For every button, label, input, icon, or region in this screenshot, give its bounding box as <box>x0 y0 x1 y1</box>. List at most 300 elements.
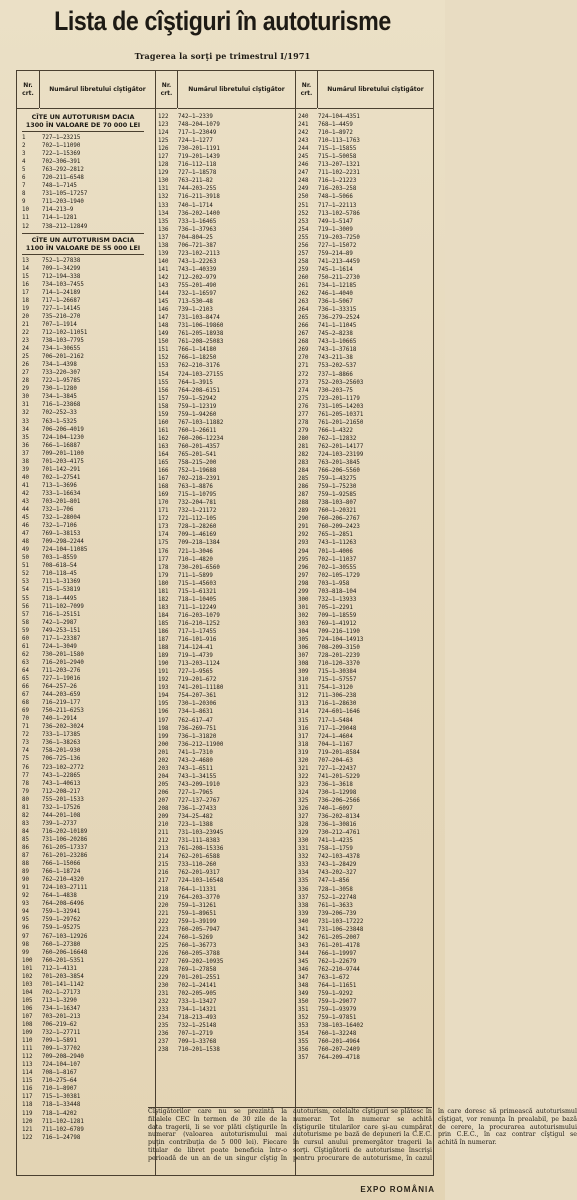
item-number: 208 <box>158 806 169 813</box>
list-item <box>298 427 363 435</box>
item-number: 219 <box>158 894 169 901</box>
list-item <box>22 578 144 586</box>
list-item <box>22 434 144 442</box>
item-number: 221 <box>158 910 169 917</box>
item-number: 317 <box>298 733 309 740</box>
list-item <box>298 226 363 234</box>
item-number: 316 <box>298 725 309 732</box>
booklet-number: 762—201—6588 <box>178 854 220 861</box>
list-item <box>22 134 144 142</box>
list-item <box>158 926 223 934</box>
booklet-number: 713—102—5786 <box>318 210 360 217</box>
item-number: 157 <box>158 395 169 402</box>
page-title: Lista de cîştiguri în autoturisme <box>54 6 391 36</box>
booklet-number: 709—216—1190 <box>318 629 360 635</box>
booklet-number: 733—1—17385 <box>42 732 81 739</box>
item-number: 288 <box>298 500 309 507</box>
booklet-number: 760—206—16648 <box>42 949 88 956</box>
list-item <box>158 797 223 805</box>
booklet-number: 743—1—37618 <box>318 347 357 354</box>
booklet-number: 730—212—4761 <box>318 830 360 837</box>
booklet-number: 730—201—1580 <box>42 651 84 658</box>
list-item <box>298 620 363 628</box>
booklet-number: 701—1—4006 <box>318 548 353 555</box>
booklet-number: 736—1—5067 <box>318 299 353 306</box>
list-item <box>22 876 144 884</box>
list-item <box>298 338 363 346</box>
booklet-number: 732—204—781 <box>178 500 217 507</box>
list-item <box>298 773 363 781</box>
list-item <box>298 234 363 242</box>
booklet-number: 736—202—3024 <box>42 724 84 731</box>
booklet-number: 717—1—5484 <box>318 717 353 724</box>
list-item <box>298 733 363 741</box>
item-number: 331 <box>298 846 309 853</box>
booklet-number: 769—202—10935 <box>178 958 224 965</box>
list-dacia-1300 <box>22 134 144 231</box>
list-item <box>298 966 363 974</box>
item-number: 84 <box>22 828 29 835</box>
item-number: 27 <box>22 370 29 377</box>
booklet-number: 767—103—11882 <box>178 419 224 426</box>
list-item <box>158 982 223 990</box>
item-number: 266 <box>298 323 309 330</box>
item-number: 126 <box>158 146 169 153</box>
list-item <box>158 266 223 274</box>
booklet-number: 728—201—2239 <box>318 653 360 660</box>
list-item <box>158 708 223 716</box>
booklet-number: 766—1—15066 <box>42 861 81 868</box>
list-item <box>158 821 223 829</box>
booklet-number: 716—1—23868 <box>42 402 81 409</box>
item-number: 236 <box>158 1031 169 1038</box>
list-item <box>22 1029 144 1037</box>
booklet-number: 716—210—1252 <box>178 620 220 627</box>
booklet-number: 716—201—2940 <box>42 659 84 666</box>
item-number: 321 <box>298 765 309 772</box>
list-item <box>158 1022 223 1030</box>
booklet-number: 761—205—2007 <box>318 934 360 941</box>
item-number: 338 <box>298 902 309 909</box>
list-item <box>298 684 363 692</box>
item-number: 54 <box>22 587 29 594</box>
list-item <box>298 813 363 821</box>
booklet-number: 706—725—136 <box>42 756 81 763</box>
booklet-number: 723—102—2772 <box>42 764 84 771</box>
item-number: 137 <box>158 234 169 241</box>
item-number: 223 <box>158 926 169 933</box>
item-number: 198 <box>158 725 169 732</box>
item-number: 271 <box>298 363 309 370</box>
booklet-number: 710—275—64 <box>42 1078 77 1085</box>
booklet-number: 732—1—21172 <box>178 508 217 515</box>
booklet-number: 712—202—979 <box>178 274 217 281</box>
booklet-number: 762—201—14177 <box>318 443 364 450</box>
list-item <box>158 137 223 145</box>
booklet-number: 758—201—930 <box>42 748 81 755</box>
booklet-number: 716—112—118 <box>178 162 217 169</box>
list-item <box>158 765 223 773</box>
item-number: 72 <box>22 732 29 739</box>
list-item <box>158 998 223 1006</box>
footnote-text: Cîştigătorilor care nu se prezintă la filialele CEC în termen de 30 zile de la data tragerii, li se vor plăti cîştigurile în numerar (valoarea autoturismului mai puţin contribuţia de 5 000 lei). Fiecare titular de libret poate beneficia într-o perioadă de un an de un singur cîştig în autoturism, celelalte cîştiguri se plătesc în numerar. Tot în numerar se achită cîştigurile titularilor care şi-au cumpărat autoturisme pe bază de depuneri la C.E.C. în cursul anului premergător tragerii la sorţi. Cîştigătorii de autoturisme înscrişi pentru procurare de autoturisme, în cazul în care doresc să primească autoturismul cîştigat, vor renunţa în prealabil, pe bază de cerere, la procurarea autoturismului prin C.E.C., în caz contrar cîştigul se achită în numerar. <box>148 1107 432 1170</box>
list-item <box>158 886 223 894</box>
booklet-number: 716—1—25151 <box>42 611 81 618</box>
item-number: 15 <box>22 273 29 280</box>
item-number: 34 <box>22 426 29 433</box>
booklet-number: 711—1—31369 <box>42 579 81 586</box>
item-number: 18 <box>22 297 29 304</box>
booklet-number: 712—194—338 <box>42 273 81 280</box>
list-item <box>22 804 144 812</box>
item-number: 353 <box>298 1023 309 1030</box>
list-item <box>158 531 223 539</box>
booklet-number: 706—219—62 <box>42 1022 77 1029</box>
list-item <box>22 691 144 699</box>
item-number: 170 <box>158 500 169 507</box>
list-item <box>298 829 363 837</box>
item-number: 14 <box>22 265 29 272</box>
item-number: 225 <box>158 942 169 949</box>
item-number: 258 <box>298 258 309 265</box>
list-item <box>22 482 144 490</box>
booklet-number: 747—1—856 <box>318 878 350 885</box>
list-item <box>22 1077 144 1085</box>
booklet-number: 752—1—22748 <box>318 894 357 901</box>
list-item <box>22 699 144 707</box>
booklet-number: 736—1—3618 <box>318 781 353 788</box>
booklet-number: 741—1—11045 <box>318 323 357 330</box>
item-number: 249 <box>298 186 309 193</box>
booklet-number: 709—218—1384 <box>178 540 220 547</box>
booklet-number: 763—211—82 <box>178 178 213 185</box>
booklet-number: 727—1—22437 <box>318 765 357 772</box>
booklet-number: 702—1—11090 <box>42 143 81 150</box>
booklet-number: 731—105—17257 <box>42 191 88 198</box>
booklet-number: 737—1—8866 <box>318 371 353 378</box>
item-number: 180 <box>158 580 169 587</box>
list-item <box>158 202 223 210</box>
item-number: 69 <box>22 708 29 715</box>
booklet-number: 742—103—4378 <box>318 854 360 861</box>
section-dacia-1300: CÎTE UN AUTOTURISM DACIA 1300 ÎN VALOARE DE 70 000 LEI <box>25 113 141 129</box>
item-number: 148 <box>158 323 169 330</box>
list-item <box>158 805 223 813</box>
booklet-number: 719—201—672 <box>178 677 217 684</box>
item-number: 191 <box>158 669 169 676</box>
list-item <box>158 789 223 797</box>
item-number: 261 <box>298 282 309 289</box>
list-item <box>22 683 144 691</box>
booklet-number: 709—1—18559 <box>318 612 357 619</box>
list-item <box>158 314 223 322</box>
booklet-number: 704—804—25 <box>178 234 213 241</box>
booklet-number: 741—201—5229 <box>318 773 360 780</box>
item-number: 209 <box>158 814 169 821</box>
list-item <box>158 395 223 403</box>
list-item <box>158 974 223 982</box>
list-item <box>22 321 144 329</box>
item-number: 144 <box>158 291 169 298</box>
item-number: 91 <box>22 885 29 892</box>
item-number: 190 <box>158 661 169 668</box>
list-item <box>298 636 363 644</box>
item-number: 350 <box>298 999 309 1006</box>
list-item <box>22 313 144 321</box>
booklet-number: 727—1—7965 <box>178 789 213 796</box>
list-item <box>22 667 144 675</box>
list-item <box>158 435 223 443</box>
list-item <box>298 499 363 507</box>
header-nr-1: Nr. crt. <box>17 71 39 109</box>
item-number: 128 <box>158 162 169 169</box>
list-item <box>158 564 223 572</box>
booklet-number: 715—1—53819 <box>42 587 81 594</box>
list-item <box>22 426 144 434</box>
item-number: 268 <box>298 339 309 346</box>
list-item <box>158 942 223 950</box>
item-number: 109 <box>22 1030 33 1037</box>
item-number: 71 <box>22 724 29 731</box>
list-item <box>158 419 223 427</box>
item-number: 123 <box>158 122 169 129</box>
booklet-number: 716—1—21223 <box>318 178 357 185</box>
item-number: 93 <box>22 901 29 908</box>
list-item <box>298 113 363 121</box>
booklet-number: 744—201—108 <box>42 812 81 819</box>
item-number: 56 <box>22 603 29 610</box>
booklet-number: 715—1—50058 <box>318 154 357 161</box>
list-item <box>22 707 144 715</box>
item-number: 189 <box>158 653 169 660</box>
booklet-number: 724—104—4351 <box>318 114 360 120</box>
item-number: 295 <box>298 556 309 563</box>
booklet-number: 710—118—45 <box>42 571 77 578</box>
list-item <box>158 813 223 821</box>
item-number: 197 <box>158 717 169 724</box>
booklet-number: 743—1—22865 <box>42 772 81 779</box>
booklet-number: 734—1—3845 <box>42 394 77 401</box>
item-number: 179 <box>158 572 169 579</box>
list-item <box>298 435 363 443</box>
list-item <box>158 411 223 419</box>
list-item <box>22 514 144 522</box>
list-item <box>298 572 363 580</box>
item-number: 220 <box>158 902 169 909</box>
column-rule <box>295 71 296 1175</box>
item-number: 73 <box>22 740 29 747</box>
item-number: 46 <box>22 523 29 530</box>
booklet-number: 723—102—2113 <box>178 250 220 257</box>
booklet-number: 762—210—9744 <box>318 966 360 973</box>
booklet-number: 764—1—4838 <box>42 893 77 900</box>
list-item <box>22 836 144 844</box>
booklet-number: 736—1—31820 <box>178 733 217 740</box>
list-item <box>22 570 144 578</box>
booklet-number: 712—208—217 <box>42 788 81 795</box>
item-number: 336 <box>298 886 309 893</box>
list-item <box>22 812 144 820</box>
booklet-number: 732—1—706 <box>42 507 74 514</box>
item-number: 83 <box>22 820 29 827</box>
booklet-number: 718—1—4202 <box>42 1110 77 1117</box>
booklet-number: 733—110—260 <box>178 862 217 869</box>
list-item <box>298 1054 363 1062</box>
list-item <box>158 169 223 177</box>
list-item <box>22 1110 144 1118</box>
list-item <box>158 459 223 467</box>
list-item <box>158 362 223 370</box>
booklet-number: 738—103—807 <box>318 500 357 507</box>
booklet-number: 707—204—63 <box>318 757 353 764</box>
booklet-number: 709—208—2940 <box>42 1054 84 1061</box>
item-number: 82 <box>22 812 29 819</box>
booklet-number: 759—1—94260 <box>178 411 217 418</box>
item-number: 115 <box>22 1078 33 1085</box>
item-number: 347 <box>298 975 309 982</box>
list-item <box>298 942 363 950</box>
header-libret-1: Numărul libretului cîştigător <box>40 71 155 109</box>
item-number: 263 <box>298 299 309 306</box>
list-item <box>158 644 223 652</box>
booklet-number: 727—1—15072 <box>318 242 357 249</box>
booklet-number: 736—1—27433 <box>178 806 217 813</box>
header-nr-2: Nr. crt. <box>156 71 177 109</box>
list-item <box>298 596 363 604</box>
list-item <box>298 853 363 861</box>
item-number: 154 <box>158 371 169 378</box>
booklet-number: 764—1—3915 <box>178 379 213 386</box>
booklet-number: 739—1—2103 <box>178 307 213 314</box>
booklet-number: 760—1—27380 <box>42 941 81 948</box>
booklet-number: 758—215—200 <box>178 460 217 467</box>
list-item <box>298 749 363 757</box>
list-item <box>158 282 223 290</box>
item-number: 161 <box>158 427 169 434</box>
item-number: 119 <box>22 1110 33 1117</box>
list-item <box>22 739 144 747</box>
booklet-number: 711—102—6789 <box>42 1126 84 1133</box>
booklet-number: 743—1—40339 <box>178 266 217 273</box>
list-item <box>298 910 363 918</box>
list-item <box>22 174 144 182</box>
booklet-number: 736—269—751 <box>178 725 217 732</box>
list-item <box>22 603 144 611</box>
booklet-number: 711—203—276 <box>42 667 81 674</box>
booklet-number: 702—1—11037 <box>318 556 357 563</box>
booklet-number: 766—1—18724 <box>42 869 81 876</box>
item-number: 125 <box>158 138 169 145</box>
list-item <box>298 202 363 210</box>
booklet-number: 717—1—17455 <box>178 629 217 635</box>
booklet-number: 722—1—95785 <box>42 378 81 385</box>
item-number: 222 <box>158 918 169 925</box>
list-item <box>22 458 144 466</box>
item-number: 291 <box>298 524 309 531</box>
item-number: 4 <box>22 159 26 166</box>
booklet-number: 759—1—75230 <box>318 484 357 491</box>
list-item <box>22 158 144 166</box>
booklet-number: 730—203—75 <box>318 387 353 394</box>
item-number: 106 <box>22 1005 33 1012</box>
list-item <box>22 182 144 190</box>
list-item <box>298 362 363 370</box>
booklet-number: 712—1—4131 <box>42 965 77 972</box>
booklet-number: 758—1—1759 <box>318 846 353 853</box>
list-item <box>298 918 363 926</box>
item-number: 124 <box>158 130 169 137</box>
list-item <box>158 773 223 781</box>
item-number: 231 <box>158 991 169 998</box>
list-item <box>158 338 223 346</box>
booklet-number: 713—1—3696 <box>42 482 77 489</box>
booklet-number: 718—1—10405 <box>178 596 217 603</box>
item-number: 35 <box>22 434 29 441</box>
booklet-number: 743—1—28429 <box>318 862 357 869</box>
booklet-number: 716—1—24798 <box>42 1134 81 1141</box>
list-item <box>22 892 144 900</box>
booklet-number: 705—1—2291 <box>318 604 353 611</box>
booklet-number: 742—1—2339 <box>178 114 213 120</box>
item-number: 11 <box>22 215 29 222</box>
list-item <box>22 908 144 916</box>
item-number: 343 <box>298 942 309 949</box>
list-item <box>298 757 363 765</box>
list-item <box>22 223 144 231</box>
booklet-number: 765—1—2851 <box>318 532 353 539</box>
item-number: 326 <box>298 806 309 813</box>
booklet-number: 760—1—36773 <box>178 942 217 949</box>
booklet-number: 732—1—16597 <box>178 291 217 298</box>
booklet-number: 732—1—27711 <box>42 1030 81 1037</box>
list-item <box>158 475 223 483</box>
item-number: 262 <box>298 291 309 298</box>
list-item <box>22 1005 144 1013</box>
list-item <box>158 620 223 628</box>
item-number: 80 <box>22 796 29 803</box>
booklet-number: 724—104—11085 <box>42 547 88 554</box>
booklet-number: 762—210—3176 <box>178 363 220 370</box>
booklet-number: 761—201—4178 <box>318 942 360 949</box>
section-rule <box>22 254 144 255</box>
booklet-number: 724—104—1230 <box>42 434 84 441</box>
item-number: 61 <box>22 643 29 650</box>
item-number: 240 <box>298 114 309 120</box>
booklet-number: 702—252—33 <box>42 410 77 417</box>
booklet-number: 709—1—33768 <box>178 1039 217 1046</box>
item-number: 274 <box>298 387 309 394</box>
item-number: 289 <box>298 508 309 515</box>
item-number: 159 <box>158 411 169 418</box>
booklet-number: 713—207—1321 <box>318 162 360 169</box>
item-number: 169 <box>158 492 169 499</box>
item-number: 332 <box>298 854 309 861</box>
item-number: 113 <box>22 1062 33 1069</box>
item-number: 16 <box>22 281 29 288</box>
item-number: 335 <box>298 878 309 885</box>
list-item <box>158 1014 223 1022</box>
list-item <box>158 612 223 620</box>
list-item <box>158 861 223 869</box>
list-item <box>298 371 363 379</box>
list-item <box>22 142 144 150</box>
item-number: 314 <box>298 709 309 716</box>
list-item <box>158 757 223 765</box>
list-item <box>298 443 363 451</box>
booklet-number: 732—1—17526 <box>42 804 81 811</box>
booklet-number: 743—1—11263 <box>318 540 357 547</box>
item-number: 205 <box>158 781 169 788</box>
